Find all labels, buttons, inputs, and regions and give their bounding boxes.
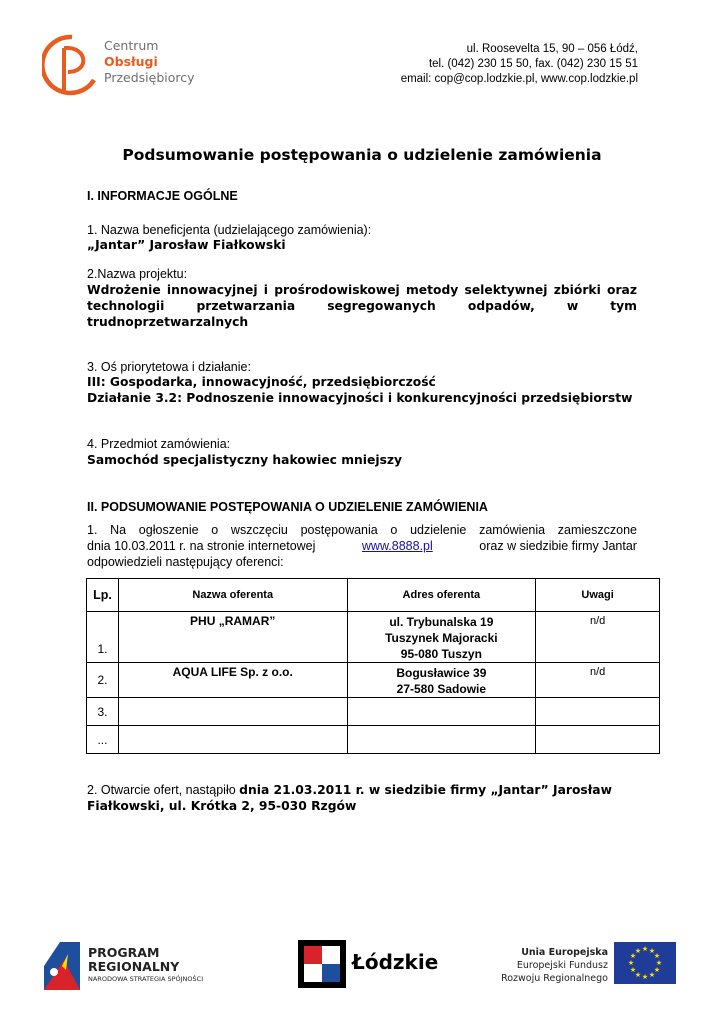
p2-text: 2. Otwarcie ofert, nastąpiło [87,783,236,797]
q2-value-line3: trudnoprzetwarzalnych [87,315,249,329]
cop-logo-icon [42,34,102,98]
q4-label: 4. Przedmiot zamówienia: [87,437,231,451]
col-header-name: Nazwa oferenta [118,579,347,612]
table-row [87,663,660,698]
svg-text:★: ★ [648,947,656,955]
program-line2: REGIONALNY [88,959,180,974]
row2-lp: 2. [87,663,119,698]
section2-heading: II. PODSUMOWANIE POSTĘPOWANIA O UDZIELENIE ZAMÓWIENIA [87,500,488,514]
row4-name [118,726,347,754]
q4-value: Samochód specjalistyczny hakowiec mniejszy [87,453,403,467]
col-header-lp: Lp. [87,579,119,612]
page-title: Podsumowanie postępowania o udzielenie zamówienia [122,146,602,164]
row2-address [347,663,536,698]
eu-line2: Europejski Fundusz [516,960,608,971]
row2-addr2: 27-580 Sadowie [396,682,487,696]
table-row [87,726,660,754]
address-email: email: cop@cop.lodzkie.pl, www.cop.lodzkie.pl [400,73,638,85]
row3-name [118,698,347,726]
row3-notes [536,698,660,726]
p2-bold2: Fiałkowski, ul. Krótka 2, 95-030 Rzgów [87,799,357,813]
eu-flag-icon [614,942,676,984]
row1-address [347,612,536,663]
row1-notes: n/d [536,612,660,663]
address-phone: tel. (042) 230 15 50, fax. (042) 230 15 51 [428,58,638,70]
svg-text:★: ★ [627,959,635,967]
col-header-address: Adres oferenta [347,579,536,612]
cop-logo [42,34,195,100]
logo-line-obslugi: Obsługi [104,54,158,69]
footer-logos [0,936,724,996]
row3-lp: 3. [87,698,119,726]
row1-name: PHU „RAMAR” [118,612,347,663]
eu-text [480,946,608,985]
website-link[interactable]: www.8888.pl [361,539,433,553]
eu-line1: Unia Europejska [521,947,608,958]
logo-line-centrum: Centrum [104,38,159,53]
table-row [87,698,660,726]
address-street: ul. Roosevelta 15, 90 – 056 Łódź, [466,43,638,55]
row3-address [347,698,536,726]
p2-bold1: dnia 21.03.2011 r. w siedzibie firmy „Jantar” Jarosław [239,783,612,797]
svg-text:★: ★ [655,959,663,967]
svg-text:★: ★ [634,947,642,955]
lodzkie-text: Łódzkie [352,950,439,974]
row1-addr2: Tuszynek Majoracki [385,631,498,645]
program-regionalny-icon [40,940,84,992]
svg-text:★: ★ [634,971,642,979]
logo-line-przedsiebiorcy: Przedsiębiorcy [104,70,195,85]
eu-line3: Rozwoju Regionalnego [501,973,608,984]
svg-text:★: ★ [641,973,649,981]
row2-addr1: Bogusławice 39 [396,666,487,680]
p1-line3: odpowiedzieli następujący oferenci: [87,555,284,569]
program-line3: NARODOWA STRATEGIA SPÓJNOŚCI [88,975,204,983]
q1-value: „Jantar” Jarosław Fiałkowski [87,238,286,252]
row2-name: AQUA LIFE Sp. z o.o. [118,663,347,698]
svg-text:★: ★ [653,952,661,960]
row4-lp: ... [87,726,119,754]
q2-label: 2.Nazwa projektu: [87,267,188,281]
program-line1: PROGRAM [88,945,160,960]
table-row [87,612,660,663]
svg-text:★: ★ [629,966,637,974]
svg-text:★: ★ [653,966,661,974]
p1-line2 [87,538,637,554]
row4-notes [536,726,660,754]
lodzkie-icon [298,940,346,988]
p1-line2-a: dnia 10.03.2011 r. na stronie internetowej [87,539,316,553]
q2-value-line2: technologii przetwarzania segregowanych odpadów, w tym [87,299,637,313]
table-header-row [87,579,660,612]
p1-line1: 1. Na ogłoszenie o wszczęciu postępowania o udzielenie zamówienia zamieszczone [87,523,637,537]
p1-line2-b: oraz w siedzibie firmy Jantar [479,539,637,553]
q2-value-line1: Wdrożenie innowacyjnej i prośrodowiskowej metody selektywnej zbiórki oraz [87,283,637,297]
row4-address [347,726,536,754]
row2-notes: n/d [536,663,660,698]
offers-table [86,578,660,754]
section1-heading: I. INFORMACJE OGÓLNE [87,189,238,203]
row1-addr3: 95-080 Tuszyn [400,647,482,661]
header-address [401,42,638,87]
row1-addr1: ul. Trybunalska 19 [389,615,494,629]
q3-value1: III: Gospodarka, innowacyjność, przedsiębiorczość [87,375,436,389]
q1-label: 1. Nazwa beneficjenta (udzielającego zamówienia): [87,223,372,237]
row1-lp: 1. [87,612,119,663]
svg-text:★: ★ [648,971,656,979]
svg-text:★: ★ [641,945,649,953]
col-header-notes: Uwagi [536,579,660,612]
program-regionalny-text [88,946,203,984]
q3-value2: Działanie 3.2: Podnoszenie innowacyjności i konkurencyjności przedsiębiorstw [87,391,633,405]
q3-label: 3. Oś priorytetowa i działanie: [87,360,251,374]
p2-line1 [87,782,647,798]
svg-text:★: ★ [629,952,637,960]
